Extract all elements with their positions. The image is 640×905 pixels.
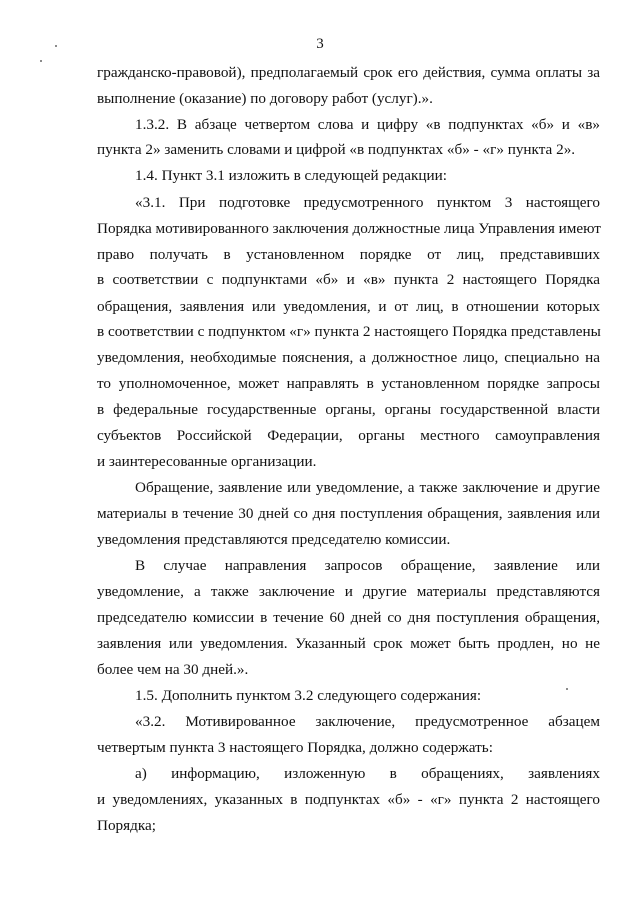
text-line: и уведомлениях, указанных в подпунктах «б» - «г» пункта 2 настоящего: [97, 791, 600, 808]
scan-speck: [40, 60, 42, 62]
text-line: В случае направления запросов обращение, заявление или: [135, 557, 600, 574]
text-line: а) информацию, изложенную в обращениях, заявлениях: [135, 765, 600, 782]
text-line: 1.4. Пункт 3.1 изложить в следующей редакции:: [135, 167, 448, 184]
text-line: в соответствии с подпунктами «б» и «в» пункта 2 настоящего Порядка: [97, 271, 600, 288]
text-line: уведомление, а также заключение и другие материалы представляются: [97, 583, 600, 600]
text-line: гражданско-правовой), предполагаемый срок его действия, сумма оплаты за: [97, 64, 600, 81]
text-line: в соответствии с подпунктом «г» пункта 2 настоящего Порядка представлены: [97, 323, 601, 340]
text-line: 1.3.2. В абзаце четвертом слова и цифру «в подпунктах «б» и «в»: [135, 116, 600, 133]
text-line: то уполномоченное, может направлять в установленном порядке запросы: [97, 375, 600, 392]
text-line: обращения, заявления или уведомления, и от лиц, в отношении которых: [97, 298, 600, 315]
text-line: Обращение, заявление или уведомление, а также заключение и другие: [135, 479, 600, 496]
text-line: материалы в течение 30 дней со дня поступления обращения, заявления или: [97, 505, 600, 522]
text-line: в федеральные государственные органы, органы государственной власти: [97, 401, 600, 418]
text-line: 1.5. Дополнить пунктом 3.2 следующего содержания:: [135, 687, 482, 704]
text-line: Порядка мотивированного заключения должностные лица Управления имеют: [97, 220, 601, 237]
text-line: выполнение (оказание) по договору работ (услуг).».: [97, 90, 433, 107]
page-number: 3: [316, 36, 324, 52]
text-line: более чем на 30 дней.».: [97, 661, 249, 678]
text-line: право получать в установленном порядке от лиц, представивших: [97, 246, 600, 263]
text-line: субъектов Российской Федерации, органы местного самоуправления: [97, 427, 600, 444]
text-line: уведомления, необходимые пояснения, а должностное лицо, специально на: [97, 349, 600, 366]
text-line: «3.1. При подготовке предусмотренного пунктом 3 настоящего: [135, 194, 600, 211]
text-line: пункта 2» заменить словами и цифрой «в подпунктах «б» - «г» пункта 2».: [97, 141, 576, 158]
text-line: заявления или уведомления. Указанный срок может быть продлен, но не: [97, 635, 600, 652]
text-line: уведомления представляются председателю комиссии.: [97, 531, 451, 548]
text-line: Порядка;: [97, 817, 156, 834]
text-line: председателю комиссии в течение 60 дней со дня поступления обращения,: [97, 609, 600, 626]
text-line: четвертым пункта 3 настоящего Порядка, должно содержать:: [97, 739, 493, 756]
text-line: «3.2. Мотивированное заключение, предусмотренное абзацем: [135, 713, 600, 730]
text-line: и заинтересованные организации.: [97, 453, 317, 470]
